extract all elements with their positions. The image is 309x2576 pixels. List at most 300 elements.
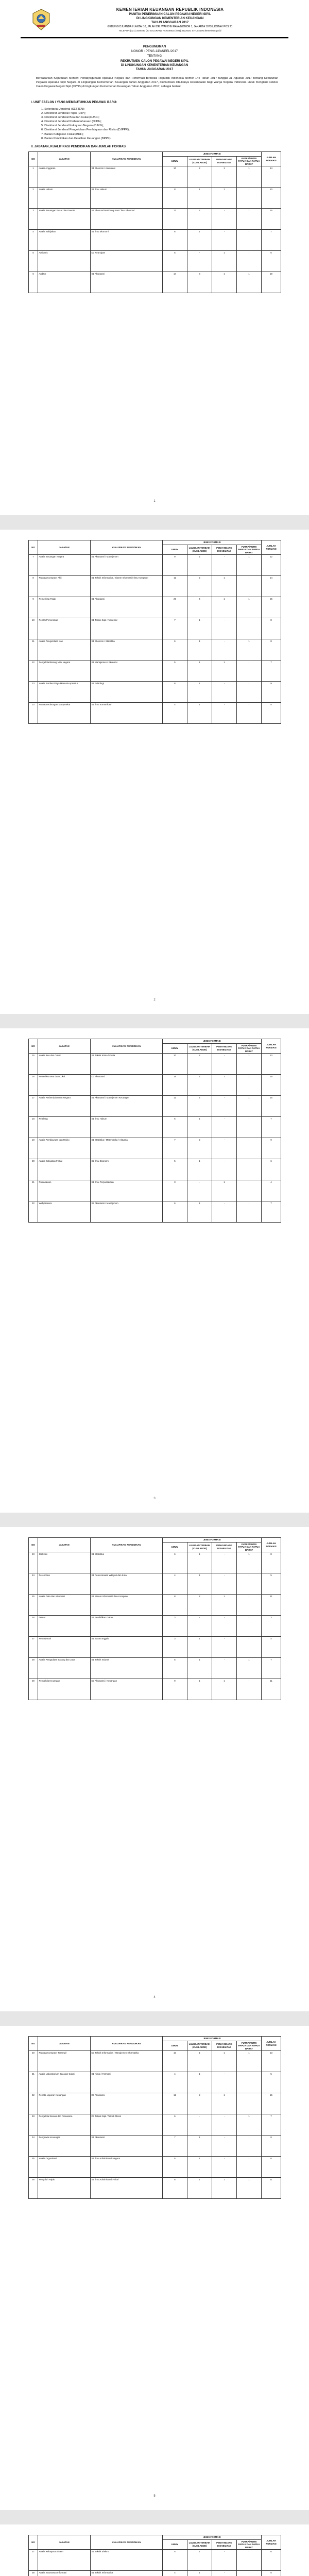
cell-jabatan: Statistisi [38, 1552, 91, 1573]
cell-jumlah: 4 [262, 1637, 281, 1658]
cell-papua: - [237, 576, 262, 597]
cell-kualifikasi: D3 Teknik Informatika / Manajemen Informatika [91, 2051, 163, 2072]
col-header-jenis-formasi: JENIS FORMASI [163, 540, 262, 545]
table-row [29, 2093, 281, 2114]
col-header-jabatan: JABATAN [38, 152, 91, 166]
cell-no: 8 [29, 576, 38, 597]
col-header-jabatan: JABATAN [38, 1039, 91, 1054]
col-header-no: NO [29, 1039, 38, 1054]
cell-cumlaude: 4 [187, 597, 212, 618]
announcement-intro: Berdasarkan Keputusan Menteri Pendayagunaan Aparatur Negara dan Reformasi Birokrasi Republik Indonesia Nomor 144 Tahun 2017 tanggal 31 Agustus 2017 tentang Kebutuhan Pegawai Aparatur Sipil Negara di Lingkungan Kementerian Keuangan Tahun Anggaran 2017, diumumkan dibukanya kesempatan bagi Warga Negara Indonesia untuk mengikuti seleksi Calon Pegawai Negeri Sipil (CPNS) di lingkungan Kementerian Keuangan Tahun Anggaran 2017, sebagai berikut: [36, 77, 278, 89]
cell-jabatan: Analis Rekayasa Sistem [38, 2550, 91, 2571]
cell-disabilitas: - [212, 1159, 237, 1180]
col-header-no: NO [29, 2037, 38, 2051]
cell-kualifikasi: S1 Teknik Kimia / Kimia [91, 1054, 163, 1075]
cell-umum: 3 [163, 1637, 187, 1658]
list-item: 6. Direktorat Jenderal Pengelolaan Pembiayaan dan Risiko (DJPPR); [41, 128, 130, 132]
table-row [29, 1658, 281, 1679]
cell-kualifikasi: D3 Akuntansi [91, 2093, 163, 2114]
cell-kualifikasi: S1 Akuntansi [91, 597, 163, 618]
section-2-title: II. JABATAN, KUALIFIKASI PENDIDIKAN DAN JUMLAH FORMASI [31, 145, 127, 148]
cell-umum: 9 [163, 1679, 187, 1700]
col-header-jenis-formasi: JENIS FORMASI [163, 2037, 262, 2041]
cell-cumlaude: 1 [187, 1201, 212, 1223]
cell-disabilitas: 1 [212, 576, 237, 597]
cell-jabatan: Penerjemah [38, 1637, 91, 1658]
table-row [29, 2550, 281, 2571]
page-6 [0, 2524, 309, 2576]
page-4 [0, 1527, 309, 2011]
cell-jabatan: Analis Bea dan Cukai [38, 1054, 91, 1075]
table-row [29, 597, 281, 618]
contact-line: TELEPON (021) 3449230 (20 SALURAN); FAKSIMILE (021) 3522026; SITUS www.kemenkeu.go.id [118, 29, 221, 32]
cell-jumlah: 4 [262, 1180, 281, 1201]
cell-kualifikasi: S1 Perencanaan Wilayah dan Kota [91, 1573, 163, 1595]
col-header-no: NO [29, 2535, 38, 2550]
col-header-disabilitas: PENYANDANG DISABILITAS [212, 2041, 237, 2051]
cell-no: 13 [29, 682, 38, 703]
cell-jumlah: 7 [262, 1117, 281, 1138]
table-row [29, 209, 281, 230]
cell-umum: 5 [163, 1159, 187, 1180]
col-header-kualifikasi: KUALIFIKASI PENDIDIKAN [91, 1039, 163, 1054]
col-header-no: NO [29, 152, 38, 166]
cell-kualifikasi: S1 Akuntansi [91, 272, 163, 293]
cell-papua: - [237, 682, 262, 703]
cell-disabilitas: - [212, 639, 237, 660]
cell-disabilitas: 1 [212, 597, 237, 618]
cell-disabilitas: 1 [212, 1180, 237, 1201]
cell-disabilitas: - [212, 2550, 237, 2571]
cell-papua: - [237, 2093, 262, 2114]
cell-jabatan: Analis Keuangan Negara [38, 555, 91, 576]
col-header-cumlaude: LULUSAN TERBAIK (CUMLAUDE) [187, 2041, 212, 2051]
page-number: 4 [153, 1996, 156, 1999]
cell-kualifikasi: D3 Kearsipan [91, 251, 163, 272]
table-row [29, 1595, 281, 1616]
cell-disabilitas: - [212, 682, 237, 703]
cell-no: 32 [29, 2093, 38, 2114]
cell-jabatan: Pranata Komputer Ahli [38, 576, 91, 597]
eselon-list [41, 107, 130, 141]
cell-jabatan: Analis Perbendaharaan Negara [38, 1096, 91, 1117]
table-row [29, 703, 281, 724]
cell-cumlaude: 1 [187, 1679, 212, 1700]
cell-papua: - [237, 1159, 262, 1180]
announcement-title: PENGUMUMAN [143, 45, 166, 48]
cell-papua: - [237, 1595, 262, 1616]
col-header-umum: UMUM [163, 1043, 187, 1054]
cell-jumlah: 13 [262, 1054, 281, 1075]
cell-kualifikasi: S1 Ilmu Administrasi Fiskal [91, 2178, 163, 2199]
cell-no: 21 [29, 1180, 38, 1201]
table-row [29, 2051, 281, 2072]
cell-no: 12 [29, 660, 38, 682]
col-header-umum: UMUM [163, 156, 187, 166]
cell-kualifikasi: S1 Ilmu Perpustakaan [91, 1180, 163, 1201]
cell-jumlah: 14 [262, 576, 281, 597]
cell-papua: - [237, 1637, 262, 1658]
col-header-umum: UMUM [163, 545, 187, 555]
cell-no: 16 [29, 1075, 38, 1096]
cell-umum: 9 [163, 555, 187, 576]
cell-cumlaude: - [187, 2114, 212, 2136]
cell-disabilitas: - [212, 2072, 237, 2093]
cell-no: 31 [29, 2072, 38, 2093]
cell-jumlah: 6 [262, 2550, 281, 2571]
col-header-kualifikasi: KUALIFIKASI PENDIDIKAN [91, 2535, 163, 2550]
cell-papua: - [237, 2550, 262, 2571]
cell-jabatan: Pelelang [38, 1117, 91, 1138]
cell-kualifikasi: S1 Ilmu Komunikasi [91, 703, 163, 724]
cell-kualifikasi: D3 Akuntansi / Keuangan [91, 1679, 163, 1700]
col-header-papua: PUTRA/PUTRI PAPUA DAN PAPUA BARAT [237, 2539, 262, 2550]
cell-disabilitas: - [212, 703, 237, 724]
announcement-subject-1: REKRUTMEN CALON PEGAWAI NEGERI SIPIL [120, 60, 189, 63]
cell-jabatan: Widyaiswara [38, 1201, 91, 1223]
cell-umum: 6 [163, 639, 187, 660]
list-item: 4. Direktorat Jenderal Perbendaharaan (DJPb); [41, 120, 102, 124]
table-row [29, 555, 281, 576]
page-separator [0, 1014, 309, 1028]
cell-jabatan: Pengelola Keuangan [38, 1679, 91, 1700]
cell-cumlaude: - [187, 251, 212, 272]
cell-cumlaude: - [187, 1180, 212, 1201]
col-header-cumlaude: LULUSAN TERBAIK (CUMLAUDE) [187, 2539, 212, 2550]
cell-papua: 1 [237, 2178, 262, 2199]
page-3 [0, 1028, 309, 1513]
col-header-jumlah: JUMLAH FORMASI [262, 2535, 281, 2550]
cell-kualifikasi: S1 Kimia / Farmasi [91, 2072, 163, 2093]
cell-jabatan: Analis Hukum [38, 188, 91, 209]
cell-jumlah: 7 [262, 1201, 281, 1223]
cell-jabatan: Pemeriksa Bea dan Cukai [38, 1075, 91, 1096]
list-item: 5. Direktorat Jenderal Kekayaan Negara (DJKN); [41, 124, 104, 128]
cell-disabilitas: - [212, 2571, 237, 2576]
cell-papua: - [237, 2571, 262, 2576]
cell-jumlah: 8 [262, 639, 281, 660]
cell-jabatan: Penyuluh Pajak [38, 2178, 91, 2199]
cell-papua: - [237, 703, 262, 724]
cell-no: 20 [29, 1159, 38, 1180]
table-row [29, 188, 281, 209]
cell-jumlah: 9 [262, 682, 281, 703]
cell-disabilitas: 1 [212, 2178, 237, 2199]
cell-jumlah: 6 [262, 2157, 281, 2178]
cell-no: 35 [29, 2157, 38, 2178]
cell-jabatan: Analis Pengelolaan Kas [38, 639, 91, 660]
announcement-number: NOMOR : PENG-1/PANPEL/2017 [131, 50, 178, 53]
cell-umum: 12 [163, 1096, 187, 1117]
cell-no: 19 [29, 1138, 38, 1159]
formation-table [28, 2036, 281, 2199]
col-header-jumlah: JUMLAH FORMASI [262, 152, 281, 166]
cell-jabatan: Pemeriksa Pajak [38, 597, 91, 618]
cell-cumlaude: 2 [187, 1054, 212, 1075]
cell-jumlah: 8 [262, 2136, 281, 2157]
cell-disabilitas: - [212, 1658, 237, 1679]
cell-no: 27 [29, 1637, 38, 1658]
cell-jabatan: Pengelola Barang Milik Negara [38, 660, 91, 682]
cell-cumlaude: 1 [187, 2157, 212, 2178]
cell-kualifikasi: S1 Statistika [91, 1552, 163, 1573]
col-header-cumlaude: LULUSAN TERBAIK (CUMLAUDE) [187, 1542, 212, 1552]
page-number: 5 [153, 2495, 156, 2498]
cell-umum: 5 [163, 1658, 187, 1679]
cell-jabatan: Analis Kebijakan Fiskal [38, 1159, 91, 1180]
cell-cumlaude: 3 [187, 272, 212, 293]
cell-umum: 12 [163, 2093, 187, 2114]
cell-cumlaude: 1 [187, 1658, 212, 1679]
cell-kualifikasi: S1 Akuntansi [91, 2136, 163, 2157]
cell-cumlaude: 1 [187, 1552, 212, 1573]
col-header-papua: PUTRA/PUTRI PAPUA DAN PAPUA BARAT [237, 1043, 262, 1054]
cell-papua: - [237, 1180, 262, 1201]
table-row [29, 618, 281, 639]
table-row [29, 1616, 281, 1637]
cell-no: 2 [29, 188, 38, 209]
col-header-disabilitas: PENYANDANG DISABILITAS [212, 545, 237, 555]
table-row [29, 1552, 281, 1573]
table-row [29, 272, 281, 293]
announcement-subject-2: DI LINGKUNGAN KEMENTERIAN KEUANGAN [121, 64, 188, 67]
cell-papua: - [237, 1117, 262, 1138]
cell-cumlaude: 2 [187, 555, 212, 576]
letterhead [21, 5, 288, 36]
col-header-kualifikasi: KUALIFIKASI PENDIDIKAN [91, 540, 163, 555]
cell-cumlaude: 1 [187, 1159, 212, 1180]
table-row [29, 230, 281, 251]
cell-jabatan: Penilai Pemerintah [38, 618, 91, 639]
cell-jabatan: Analis Data dan Informasi [38, 1595, 91, 1616]
cell-papua: 1 [237, 1552, 262, 1573]
formation-table [28, 151, 281, 293]
cell-disabilitas: - [212, 1201, 237, 1223]
cell-jumlah: 8 [262, 618, 281, 639]
cell-papua: - [237, 2136, 262, 2157]
cell-disabilitas: 1 [212, 660, 237, 682]
cell-cumlaude: 1 [187, 1637, 212, 1658]
cell-disabilitas: - [212, 1637, 237, 1658]
committee-sub1: DI LINGKUNGAN KEMENTERIAN KEUANGAN [136, 17, 204, 20]
cell-jumlah: 7 [262, 230, 281, 251]
col-header-umum: UMUM [163, 2041, 187, 2051]
cell-cumlaude: 1 [187, 2051, 212, 2072]
cell-no: 17 [29, 1096, 38, 1117]
table-row [29, 2571, 281, 2576]
table-row [29, 1159, 281, 1180]
cell-no: 4 [29, 230, 38, 251]
cell-umum: 8 [163, 2178, 187, 2199]
cell-disabilitas: - [212, 618, 237, 639]
ministry-name: KEMENTERIAN KEUANGAN REPUBLIK INDONESIA [116, 7, 224, 12]
table-row [29, 2072, 281, 2093]
table-row [29, 2178, 281, 2199]
col-header-cumlaude: LULUSAN TERBAIK (CUMLAUDE) [187, 156, 212, 166]
cell-kualifikasi: S1 Teknik Sipil / Arsitektur [91, 618, 163, 639]
cell-disabilitas: 1 [212, 166, 237, 188]
cell-kualifikasi: S2 Akuntansi / Manajemen [91, 1201, 163, 1223]
cell-papua: - [237, 660, 262, 682]
table-row [29, 251, 281, 272]
cell-umum: 6 [163, 230, 187, 251]
cell-kualifikasi: S1 Akuntansi / Manajemen Keuangan [91, 1096, 163, 1117]
cell-jabatan: Pranata Komputer Terampil [38, 2051, 91, 2072]
cell-no: 9 [29, 597, 38, 618]
cell-jumlah: 14 [262, 166, 281, 188]
cell-umum: 10 [163, 166, 187, 188]
cell-kualifikasi: S1 Ekonomi Pembangunan / Ilmu Ekonomi [91, 209, 163, 230]
cell-cumlaude: 2 [187, 209, 212, 230]
page-number: 3 [153, 1497, 156, 1500]
cell-jabatan: Pranata Hubungan Masyarakat [38, 703, 91, 724]
cell-umum: 4 [163, 703, 187, 724]
col-header-kualifikasi: KUALIFIKASI PENDIDIKAN [91, 152, 163, 166]
cell-kualifikasi: S1 Akuntansi / Manajemen [91, 555, 163, 576]
col-header-disabilitas: PENYANDANG DISABILITAS [212, 1043, 237, 1054]
cell-jabatan: Perencana [38, 1573, 91, 1595]
cell-papua: 1 [237, 597, 262, 618]
ministry-emblem-icon [31, 8, 52, 31]
cell-no: 24 [29, 1573, 38, 1595]
cell-umum: 5 [163, 660, 187, 682]
cell-cumlaude: 1 [187, 2571, 212, 2576]
cell-jumlah: 7 [262, 660, 281, 682]
cell-no: 22 [29, 1201, 38, 1223]
cell-disabilitas: - [212, 1616, 237, 1637]
cell-jumlah: 5 [262, 2571, 281, 2576]
cell-no: 29 [29, 1679, 38, 1700]
cell-umum: 5 [163, 251, 187, 272]
cell-umum: 7 [163, 1138, 187, 1159]
cell-cumlaude: 2 [187, 2093, 212, 2114]
cell-jumlah: 11 [262, 1595, 281, 1616]
table-row [29, 1096, 281, 1117]
cell-jumlah: 10 [262, 188, 281, 209]
table-row [29, 576, 281, 597]
cell-umum: 15 [163, 1075, 187, 1096]
col-header-jumlah: JUMLAH FORMASI [262, 1039, 281, 1054]
cell-cumlaude: 2 [187, 1096, 212, 1117]
list-item: 2. Direktorat Jenderal Pajak (DJP); [41, 112, 86, 115]
committee-name: PANITIA PENERIMAAN CALON PEGAWAI NEGERI SIPIL [129, 13, 211, 16]
cell-papua: - [237, 1138, 262, 1159]
col-header-cumlaude: LULUSAN TERBAIK (CUMLAUDE) [187, 1043, 212, 1054]
cell-jabatan: Penata Laporan Keuangan [38, 2093, 91, 2114]
cell-jumlah: 7 [262, 1658, 281, 1679]
cell-papua: 1 [237, 639, 262, 660]
list-item: 1. Sekretariat Jenderal (SETJEN); [41, 108, 85, 111]
cell-jabatan: Analis Kebijakan [38, 230, 91, 251]
cell-cumlaude: 1 [187, 1117, 212, 1138]
cell-jumlah: 19 [262, 1075, 281, 1096]
cell-umum: 6 [163, 1201, 187, 1223]
col-header-jenis-formasi: JENIS FORMASI [163, 2535, 262, 2540]
col-header-jenis-formasi: JENIS FORMASI [163, 152, 262, 157]
cell-papua: - [237, 230, 262, 251]
formation-table [28, 540, 281, 724]
col-header-jenis-formasi: JENIS FORMASI [163, 1039, 262, 1044]
cell-jabatan: Dokter [38, 1616, 91, 1637]
cell-disabilitas: 1 [212, 1679, 237, 1700]
cell-no: 7 [29, 555, 38, 576]
col-header-disabilitas: PENYANDANG DISABILITAS [212, 156, 237, 166]
cell-kualifikasi: S2 Ilmu Ekonomi [91, 1159, 163, 1180]
col-header-jenis-formasi: JENIS FORMASI [163, 1538, 262, 1543]
page-2 [0, 530, 309, 1014]
cell-no: 38 [29, 2571, 38, 2576]
page-number: 1 [153, 500, 156, 503]
cell-papua: 1 [237, 555, 262, 576]
cell-umum: 7 [163, 2136, 187, 2157]
cell-jumlah: 8 [262, 1552, 281, 1573]
cell-no: 26 [29, 1616, 38, 1637]
cell-kualifikasi: S1 Ilmu Ekonomi [91, 230, 163, 251]
cell-jumlah: 15 [262, 209, 281, 230]
cell-papua: - [237, 2072, 262, 2093]
col-header-no: NO [29, 540, 38, 555]
col-header-cumlaude: LULUSAN TERBAIK (CUMLAUDE) [187, 545, 212, 555]
cell-kualifikasi: S1 Ekonomi / Statistika [91, 639, 163, 660]
cell-papua: 1 [237, 1096, 262, 1117]
cell-papua: 1 [237, 2051, 262, 2072]
cell-papua: 1 [237, 1075, 262, 1096]
col-header-jumlah: JUMLAH FORMASI [262, 2037, 281, 2051]
cell-kualifikasi: S1 Psikologi [91, 682, 163, 703]
cell-no: 11 [29, 639, 38, 660]
cell-cumlaude: 2 [187, 1075, 212, 1096]
cell-cumlaude: - [187, 1616, 212, 1637]
cell-cumlaude: 1 [187, 660, 212, 682]
cell-cumlaude: 2 [187, 576, 212, 597]
cell-no: 18 [29, 1117, 38, 1138]
cell-umum: 4 [163, 2072, 187, 2093]
cell-kualifikasi: S1 Sastra Inggris [91, 1637, 163, 1658]
cell-disabilitas: 1 [212, 272, 237, 293]
formation-table [28, 1039, 281, 1223]
section-1-title: I. UNIT ESELON I YANG MEMBUTUHKAN PEGAWAI BARU: [31, 101, 117, 104]
cell-kualifikasi: S1 Ilmu Hukum [91, 188, 163, 209]
col-header-jabatan: JABATAN [38, 1538, 91, 1552]
cell-kualifikasi: S1 Statistika / Matematika / Aktuaria [91, 1138, 163, 1159]
cell-disabilitas: - [212, 2114, 237, 2136]
formation-table [28, 2535, 281, 2576]
page-separator [0, 515, 309, 530]
cell-jumlah: 15 [262, 2093, 281, 2114]
col-header-disabilitas: PENYANDANG DISABILITAS [212, 1542, 237, 1552]
cell-no: 1 [29, 166, 38, 188]
cell-umum: 11 [163, 576, 187, 597]
cell-umum: 4 [163, 2571, 187, 2576]
page-separator [0, 2011, 309, 2026]
cell-no: 28 [29, 1658, 38, 1679]
cell-umum: 10 [163, 2051, 187, 2072]
col-header-jabatan: JABATAN [38, 2535, 91, 2550]
col-header-kualifikasi: KUALIFIKASI PENDIDIKAN [91, 2037, 163, 2051]
table-row [29, 682, 281, 703]
cell-jabatan: Pustakawan [38, 1180, 91, 1201]
cell-kualifikasi: S1 Teknik Elektro [91, 2550, 163, 2571]
cell-cumlaude: 1 [187, 682, 212, 703]
cell-jabatan: Pengawas Keuangan [38, 2136, 91, 2157]
table-row [29, 1054, 281, 1075]
table-row [29, 1679, 281, 1700]
cell-jabatan: Pengelola Sarana dan Prasarana [38, 2114, 91, 2136]
list-item: 7. Badan Kebijakan Fiskal (BKF); [41, 132, 84, 136]
cell-jumlah: 19 [262, 272, 281, 293]
cell-disabilitas: - [212, 1138, 237, 1159]
cell-jumlah: 5 [262, 703, 281, 724]
